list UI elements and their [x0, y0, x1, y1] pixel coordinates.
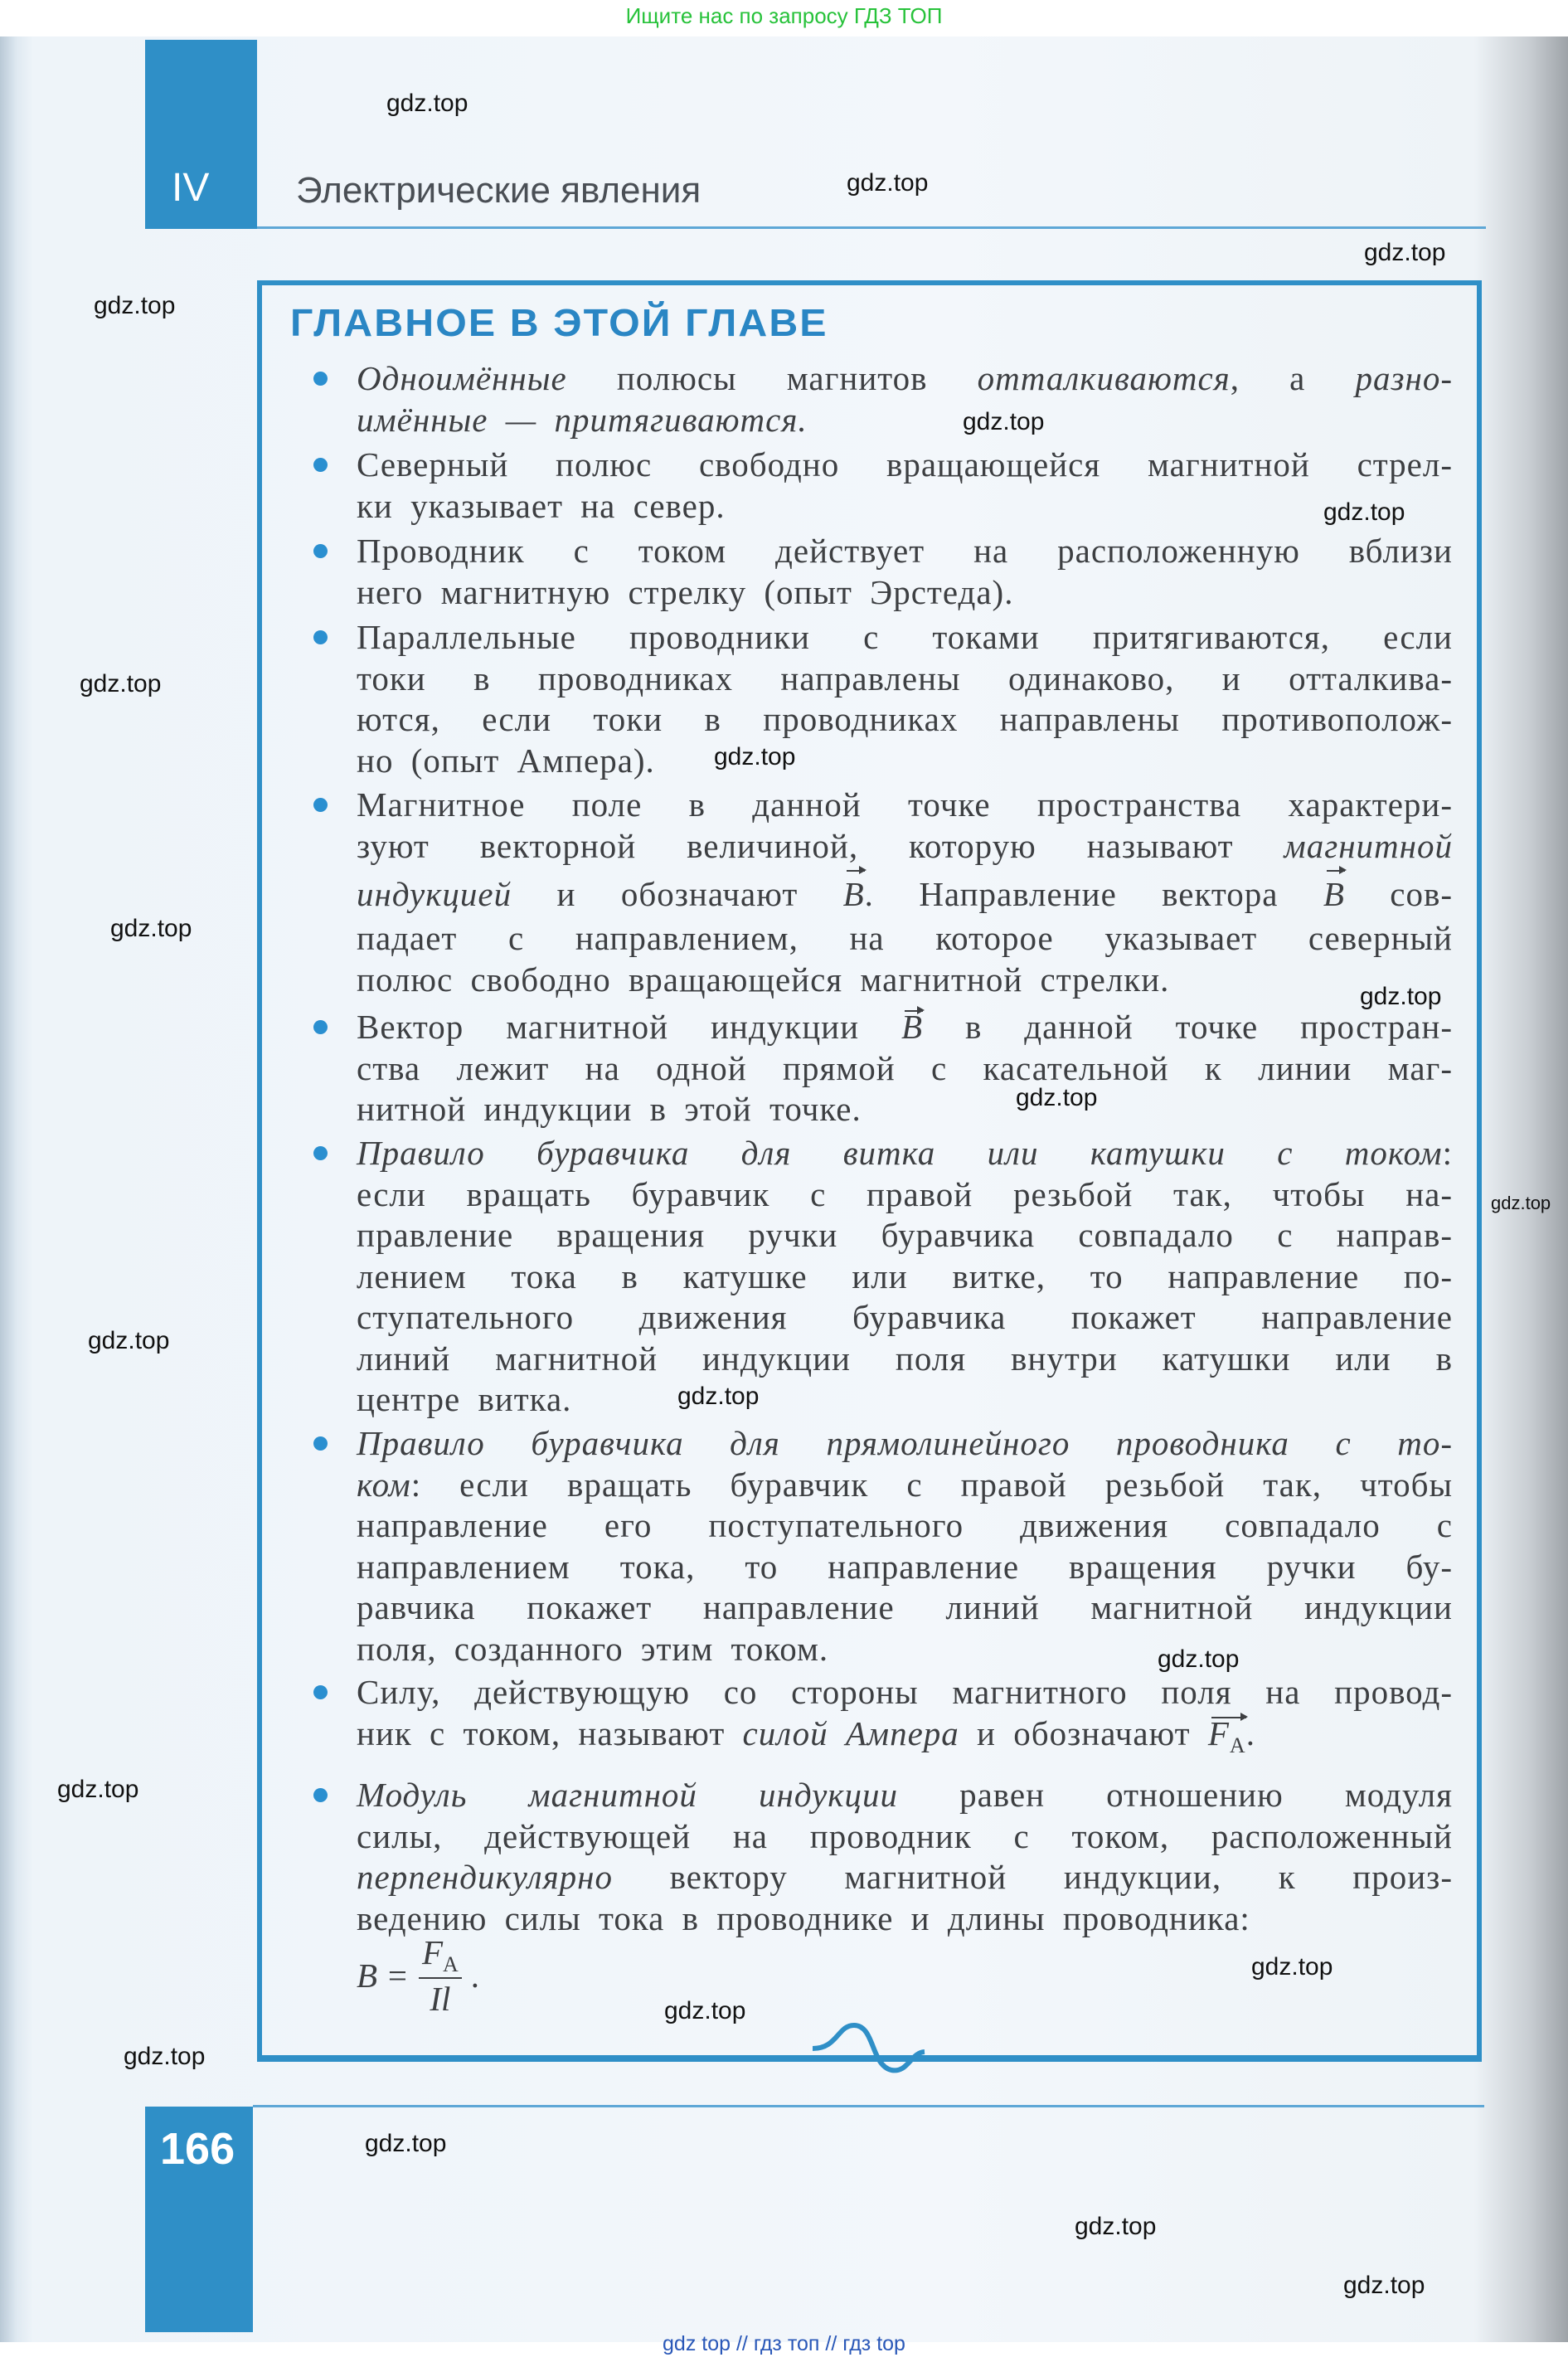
text-segment: . — [1245, 1713, 1255, 1752]
text-line — [357, 1505, 1453, 1547]
formula-end: . — [471, 1956, 481, 1995]
watermark: gdz.top — [386, 90, 468, 117]
page-number: 166 — [160, 2124, 235, 2174]
bullet-icon — [313, 798, 328, 812]
formula-magnetic-induction — [357, 1932, 480, 2019]
watermark: gdz.top — [365, 2130, 447, 2157]
text-line — [357, 1629, 1453, 1670]
page-number-tab — [145, 2107, 253, 2332]
watermark: gdz.top — [664, 1997, 746, 2024]
bullet-icon — [313, 1685, 328, 1699]
text-segment: ства лежит на одной прямой с касательной к линии маг- — [357, 1048, 1453, 1087]
text-line — [357, 1297, 1453, 1339]
chapter-title: Электрические явления — [296, 170, 701, 211]
text-line — [357, 486, 1453, 527]
text-segment: сов- — [1344, 875, 1453, 913]
text-line — [357, 1672, 1453, 1713]
text-segment: ведению силы тока в проводнике и длины проводника: — [357, 1898, 1250, 1937]
text-segment: направление его поступательного движения совпадало с — [357, 1506, 1453, 1544]
text-line — [357, 1048, 1453, 1090]
top-search-note: Ищите нас по запросу ГДЗ ТОП — [625, 3, 943, 28]
watermark: gdz.top — [1158, 1645, 1240, 1673]
vector-symbol — [901, 1007, 923, 1048]
text-segment: нитной индукции в этой точке. — [357, 1090, 862, 1128]
italic-term: индукцией — [357, 875, 512, 913]
text-line — [357, 1256, 1453, 1298]
text-segment: токи в проводниках направлены одинаково, и отталкива- — [357, 659, 1453, 697]
text-segment: : — [1442, 1134, 1453, 1172]
text-line — [357, 1775, 1453, 1816]
text-segment: направлением тока, то направление вращения ручки бу- — [357, 1547, 1453, 1586]
text-line — [357, 1423, 1453, 1465]
text-segment: ки указывает на север. — [357, 486, 726, 525]
summary-item — [313, 445, 1453, 527]
summary-item — [313, 785, 1453, 1000]
italic-term: отталкиваются — [977, 359, 1231, 397]
text-segment: равчика покажет направление линий магнитной индукции — [357, 1588, 1453, 1626]
text-line — [357, 400, 1453, 441]
text-line — [357, 1215, 1453, 1256]
watermark: gdz.top — [1323, 498, 1405, 526]
chapter-tab — [145, 40, 257, 229]
vector-letter: B — [1323, 875, 1345, 913]
text-line — [357, 1857, 1453, 1898]
italic-term: Модуль магнитной индукции — [357, 1776, 898, 1814]
watermark: gdz.top — [714, 743, 796, 770]
text-segment: . Направление вектора — [864, 875, 1323, 913]
text-line — [357, 1816, 1453, 1858]
text-line — [357, 741, 1453, 782]
text-line — [357, 617, 1453, 659]
bullet-icon — [313, 1020, 328, 1034]
text-segment: и обозначают — [959, 1713, 1208, 1752]
text-segment: если вращать буравчик с правой резьбой так, чтобы на- — [357, 1174, 1453, 1213]
text-line — [357, 699, 1453, 741]
text-segment: Проводник с током действует на расположенную вблизи — [357, 532, 1453, 570]
watermark: gdz.top — [1491, 1193, 1551, 1213]
text-segment: центре витка. — [357, 1380, 572, 1418]
text-line — [357, 1547, 1453, 1588]
formula-denominator: Il — [430, 1980, 451, 2019]
watermark: gdz.top — [80, 670, 162, 697]
vector-subscript: A — [1229, 1733, 1246, 1757]
vector-letter: F — [1207, 1713, 1230, 1752]
watermark: gdz.top — [94, 292, 176, 319]
text-line — [357, 531, 1453, 572]
text-segment: в данной точке простран- — [923, 1008, 1453, 1046]
watermark: gdz.top — [1075, 2213, 1157, 2240]
text-line — [357, 1587, 1453, 1629]
text-segment: Силу, действующую со стороны магнитного поля на провод- — [357, 1673, 1453, 1711]
bullet-icon — [313, 1788, 328, 1802]
summary-item — [313, 1423, 1453, 1670]
text-line — [357, 1713, 1453, 1755]
vector-letter: B — [901, 1008, 924, 1046]
text-segment: силы, действующей на проводник с током, расположенный — [357, 1816, 1453, 1855]
summary-item — [313, 1775, 1453, 1939]
chapter-number: IV — [172, 166, 210, 210]
text-line — [357, 1339, 1453, 1380]
text-line — [357, 1089, 1453, 1130]
italic-term: разно- — [1355, 359, 1453, 397]
watermark: gdz.top — [1364, 239, 1446, 266]
summary-item — [313, 531, 1453, 613]
text-segment: ются, если токи в проводниках направлены противополож- — [357, 700, 1453, 738]
text-segment: равен отношению модуля — [897, 1776, 1454, 1814]
text-segment: , а — [1230, 359, 1356, 397]
text-line — [357, 826, 1453, 868]
bullet-icon — [313, 372, 328, 386]
text-segment: полюс свободно вращающейся магнитной стрелки. — [357, 960, 1170, 999]
text-segment: Вектор магнитной индукции — [357, 1008, 901, 1046]
bullet-icon — [313, 630, 328, 644]
text-line — [357, 358, 1453, 400]
text-line — [357, 572, 1453, 614]
italic-term: перпендикулярно — [357, 1858, 614, 1896]
formula-numerator-sub: A — [443, 1952, 459, 1977]
vector-symbol — [1323, 867, 1345, 921]
summary-item — [313, 1672, 1453, 1757]
watermark: gdz.top — [847, 169, 929, 197]
text-line — [357, 1133, 1453, 1174]
footer-divider — [253, 2105, 1484, 2107]
text-line — [357, 1379, 1453, 1421]
vector-symbol — [1208, 1713, 1246, 1767]
italic-term: магнитной — [1284, 826, 1453, 865]
text-line — [357, 785, 1453, 826]
text-segment: лением тока в катушке или витке, то направление по- — [357, 1256, 1453, 1295]
summary-item — [313, 1007, 1453, 1130]
bullet-icon — [313, 544, 328, 558]
italic-term: имённые — притягиваются. — [357, 400, 808, 439]
watermark: gdz.top — [963, 408, 1045, 435]
watermark: gdz.top — [1016, 1084, 1098, 1111]
text-line — [357, 445, 1453, 486]
watermark: gdz.top — [88, 1327, 170, 1354]
text-segment: ступательного движения буравчика покажет направление — [357, 1298, 1453, 1336]
watermark: gdz.top — [1360, 983, 1442, 1010]
text-segment: Северный полюс свободно вращающейся магнитной стрел- — [357, 445, 1453, 484]
vector-symbol — [843, 867, 865, 921]
text-line — [357, 1898, 1453, 1940]
formula-lhs: B = — [357, 1956, 409, 1995]
summary-item — [313, 358, 1453, 440]
italic-term: ком — [357, 1465, 411, 1504]
text-segment: Параллельные проводники с токами притягиваются, если — [357, 618, 1453, 656]
text-segment: но (опыт Ампера). — [357, 741, 655, 780]
header-divider — [257, 226, 1486, 229]
italic-term: Одноимённые — [357, 359, 567, 397]
text-line — [357, 1174, 1453, 1216]
bullet-icon — [313, 1436, 328, 1451]
footer-links[interactable]: gdz top // гдз топ // гдз top — [663, 2332, 905, 2355]
text-segment: линий магнитной индукции поля внутри катушки или в — [357, 1339, 1453, 1378]
summary-item — [313, 1133, 1453, 1421]
text-line — [357, 659, 1453, 700]
text-segment: Магнитное поле в данной точке пространства характери- — [357, 785, 1453, 824]
italic-term: Правило буравчика для прямолинейного проводника с то- — [357, 1424, 1453, 1462]
text-segment: полюсы магнитов — [566, 359, 978, 397]
text-line — [357, 1465, 1453, 1506]
vector-letter: B — [842, 875, 865, 913]
formula-fraction — [419, 1932, 462, 2019]
text-segment: ник с током, называют — [357, 1713, 743, 1752]
text-line — [357, 918, 1453, 960]
summary-title: ГЛАВНОЕ В ЭТОЙ ГЛАВЕ — [290, 301, 828, 344]
bullet-icon — [313, 458, 328, 472]
watermark: gdz.top — [677, 1383, 760, 1410]
watermark: gdz.top — [1343, 2272, 1425, 2299]
text-segment: и обозначают — [512, 875, 843, 913]
text-line — [357, 1007, 1453, 1048]
watermark: gdz.top — [57, 1776, 139, 1803]
text-line — [357, 867, 1453, 918]
text-segment: правление вращения ручки буравчика совпадало с направ- — [357, 1216, 1453, 1254]
bullet-icon — [313, 1146, 328, 1160]
text-segment: поля, созданного этим током. — [357, 1629, 829, 1668]
summary-item — [313, 617, 1453, 781]
text-segment: падает с направлением, на которое указывает северный — [357, 919, 1453, 957]
watermark: gdz.top — [124, 2043, 206, 2070]
text-line — [357, 960, 1453, 1001]
text-segment: : если вращать буравчик с правой резьбой так, чтобы — [410, 1465, 1453, 1504]
watermark: gdz.top — [1251, 1953, 1333, 1981]
box-wave-decoration — [813, 2015, 929, 2082]
watermark: gdz.top — [110, 915, 192, 942]
text-segment: зуют векторной величиной, которую называют — [357, 826, 1284, 865]
italic-term: силой Ампера — [742, 1713, 959, 1752]
formula-numerator: F — [421, 1933, 444, 1971]
italic-term: Правило буравчика для витка или катушки с током — [357, 1134, 1443, 1172]
text-segment: вектору магнитной индукции, к произ- — [613, 1858, 1453, 1896]
text-segment: него магнитную стрелку (опыт Эрстеда). — [357, 572, 1014, 611]
